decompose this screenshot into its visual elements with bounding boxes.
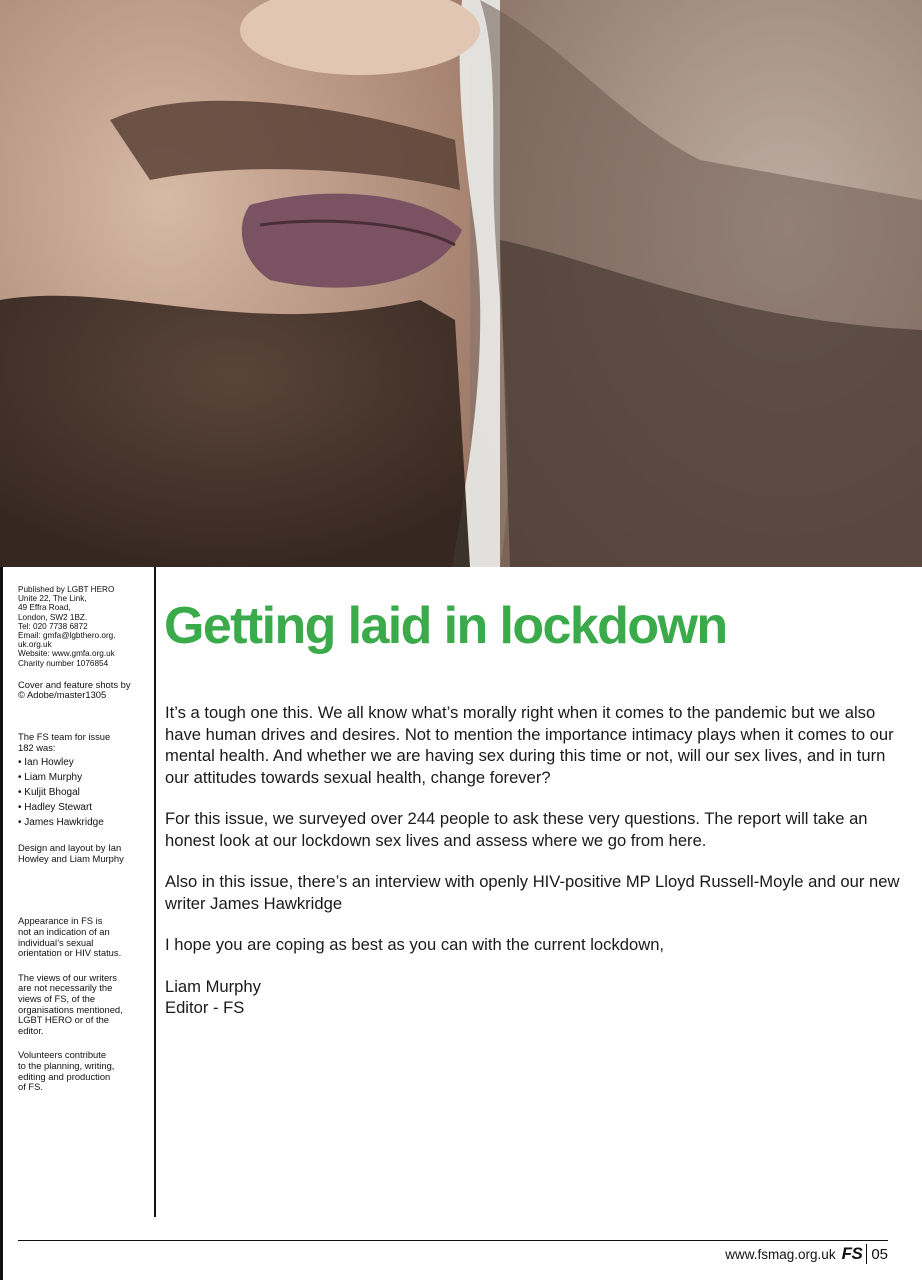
disclaimer-line: not an indication of an	[18, 925, 110, 937]
article-headline: Getting laid in lockdown	[164, 597, 727, 655]
photo-credit-line: © Adobe/master1305	[18, 689, 107, 701]
views-line: LGBT HERO or of the	[18, 1014, 110, 1026]
team-heading-line: The FS team for issue	[18, 731, 111, 743]
disclaimer-line: individual’s sexual	[18, 936, 94, 948]
team-heading	[18, 732, 146, 753]
disclaimer-line: Appearance in FS is	[18, 915, 103, 927]
volunteers-line: editing and production	[18, 1070, 111, 1082]
page-edge-rule	[0, 567, 3, 1280]
article-paragraph: It’s a tough one this. We all know what’s morally right when it comes to the pandemic but we also have human drives and desires. Not to mention the importance intimacy plays when it comes to our mental health. And whether we are having sex during this time or not, will our sex lives, and in turn our attitudes towards sexual health, change forever?	[165, 703, 894, 787]
footer-rule	[18, 1240, 888, 1241]
team-member: • Hadley Stewart	[18, 800, 146, 815]
volunteers-line: of FS.	[18, 1081, 44, 1093]
views-line: editor.	[18, 1024, 44, 1036]
design-credit	[18, 843, 146, 864]
article-paragraph: Also in this issue, there’s an interview with openly HIV-positive MP Lloyd Russell-Moyle and our new writer James Hawkridge	[165, 872, 900, 913]
publisher-line: Published by LGBT HERO	[18, 585, 115, 594]
team-member: • Kuljit Bhogal	[18, 785, 146, 800]
volunteers-line: Volunteers contribute	[18, 1049, 107, 1061]
views-disclaimer	[18, 973, 146, 1037]
column-divider	[154, 567, 156, 1217]
disclaimer	[18, 916, 146, 958]
publisher-block	[18, 585, 146, 668]
signoff-name: Liam Murphy	[165, 976, 261, 996]
team-list	[18, 755, 146, 830]
design-credit-line: Howley and Liam Murphy	[18, 852, 124, 864]
team-member: • Ian Howley	[18, 755, 146, 770]
signoff-title: Editor - FS	[165, 998, 245, 1017]
photo-credit	[18, 680, 146, 701]
views-line: views of FS, of the	[18, 992, 96, 1004]
fs-logo: FS	[842, 1244, 868, 1264]
publisher-line: Tel: 020 7738 6872	[18, 621, 88, 631]
footer-url[interactable]: www.fsmag.org.uk	[725, 1246, 836, 1262]
team-member: • James Hawkridge	[18, 815, 146, 830]
article-paragraph: I hope you are coping as best as you can with the current lockdown,	[165, 935, 665, 954]
views-line: The views of our writers	[18, 971, 117, 983]
team-heading-line: 182 was:	[18, 741, 56, 753]
hero-photo	[0, 0, 922, 567]
publisher-line: Website: www.gmfa.org.uk	[18, 649, 115, 659]
volunteers-note	[18, 1050, 146, 1092]
publisher-line: Unite 22, The Link,	[18, 594, 87, 604]
publisher-line: uk.org.uk	[18, 640, 52, 650]
disclaimer-line: orientation or HIV status.	[18, 947, 122, 959]
page-footer	[725, 1244, 888, 1264]
volunteers-line: to the planning, writing,	[18, 1059, 115, 1071]
article-body	[165, 702, 905, 1019]
team-member: • Liam Murphy	[18, 770, 146, 785]
article-paragraph: For this issue, we surveyed over 244 people to ask these very questions. The report will take an honest look at our lockdown sex lives and assess where we go from here.	[165, 809, 868, 850]
publisher-line: Email: gmfa@lgbthero.org.	[18, 631, 116, 641]
design-credit-line: Design and layout by Ian	[18, 842, 122, 854]
photo-credit-line: Cover and feature shots by	[18, 678, 131, 690]
masthead-sidebar	[18, 585, 146, 1093]
page-number: 05	[871, 1245, 888, 1263]
publisher-line: London, SW2 1BZ.	[18, 612, 88, 622]
publisher-line: 49 Effra Road,	[18, 603, 71, 613]
views-line: are not necessarily the	[18, 982, 113, 994]
views-line: organisations mentioned,	[18, 1003, 123, 1015]
publisher-line: Charity number 1076854	[18, 658, 109, 668]
